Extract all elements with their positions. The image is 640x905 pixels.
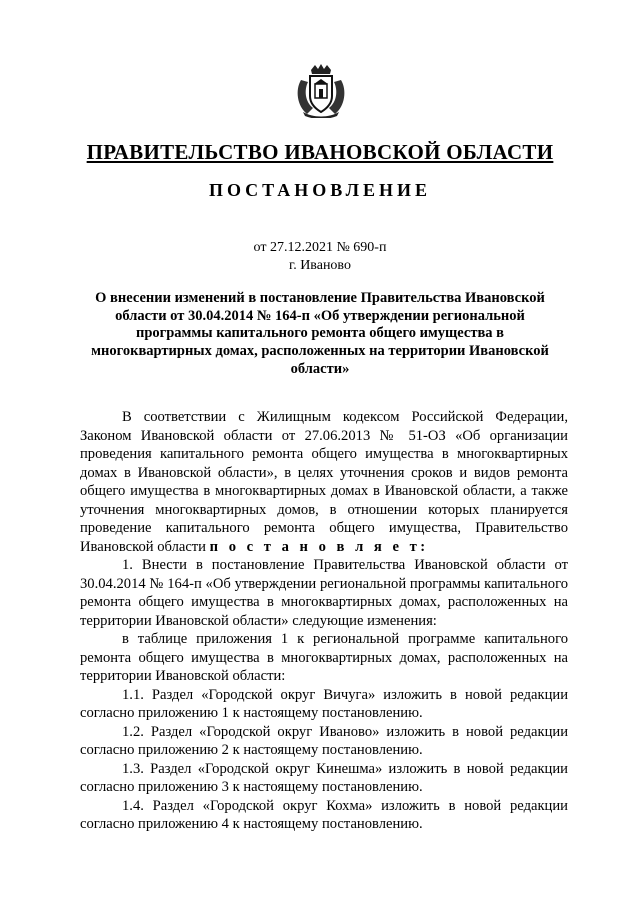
sub-item-1-1: 1.1. Раздел «Городской округ Вичуга» изложить в новой редакции согласно приложению 1 к настоящему постановлению. — [80, 686, 568, 721]
document-type: ПОСТАНОВЛЕНИЕ — [208, 180, 432, 200]
document-body — [80, 408, 568, 834]
document-date-number: от 27.12.2021 № 690-п — [253, 240, 387, 255]
table-intro-paragraph: в таблице приложения 1 к региональной программе капитального ремонта общего имущества в многоквартирных домах, расположенных на территории Ивановской области: — [80, 631, 568, 684]
intro-text: В соответствии с Жилищным кодексом Российской Федерации, Законом Ивановской области от 27.06.2013 № 51-ОЗ «Об организации проведения капитального ремонта общего имущества в многоквартирных домах в Ивановской области», в целях уточнения сроков и видов ремонта общего имущества в многоквартирных домах в Ивановской области, а также уточнения многоквартирных домов, в отношении которых планируется проведение капитального ремонта общего имущества, Правительство Ивановской области — [80, 409, 568, 555]
coat-of-arms-icon — [293, 62, 349, 118]
sub-item-1-3: 1.3. Раздел «Городской округ Кинешма» изложить в новой редакции согласно приложению 3 к настоящему постановлению. — [80, 760, 568, 795]
item-1-paragraph: 1. Внести в постановление Правительства Ивановской области от 30.04.2014 № 164-п «Об утверждении региональной программы капитального ремонта общего имущества в многоквартирных домах, расположенных на территории Ивановской области» следующие изменения: — [80, 557, 568, 629]
sub-item-1-2: 1.2. Раздел «Городской округ Иваново» изложить в новой редакции согласно приложению 2 к настоящему постановлению. — [80, 723, 568, 758]
intro-paragraph — [80, 408, 568, 556]
organization-title: ПРАВИТЕЛЬСТВО ИВАНОВСКОЙ ОБЛАСТИ — [86, 140, 554, 164]
document-city: г. Иваново — [289, 258, 351, 273]
resolves-word: п о с т а н о в л я е т: — [209, 538, 429, 555]
document-subject: О внесении изменений в постановление Правительства Ивановской области от 30.04.2014 № 164-п «Об утверждении региональной программы капитального ремонта общего имущества в многоквартирных домах, расположенных на территории Ивановской области» — [91, 290, 549, 377]
sub-item-1-4: 1.4. Раздел «Городской округ Кохма» изложить в новой редакции согласно приложению 4 к настоящему постановлению. — [80, 797, 568, 832]
